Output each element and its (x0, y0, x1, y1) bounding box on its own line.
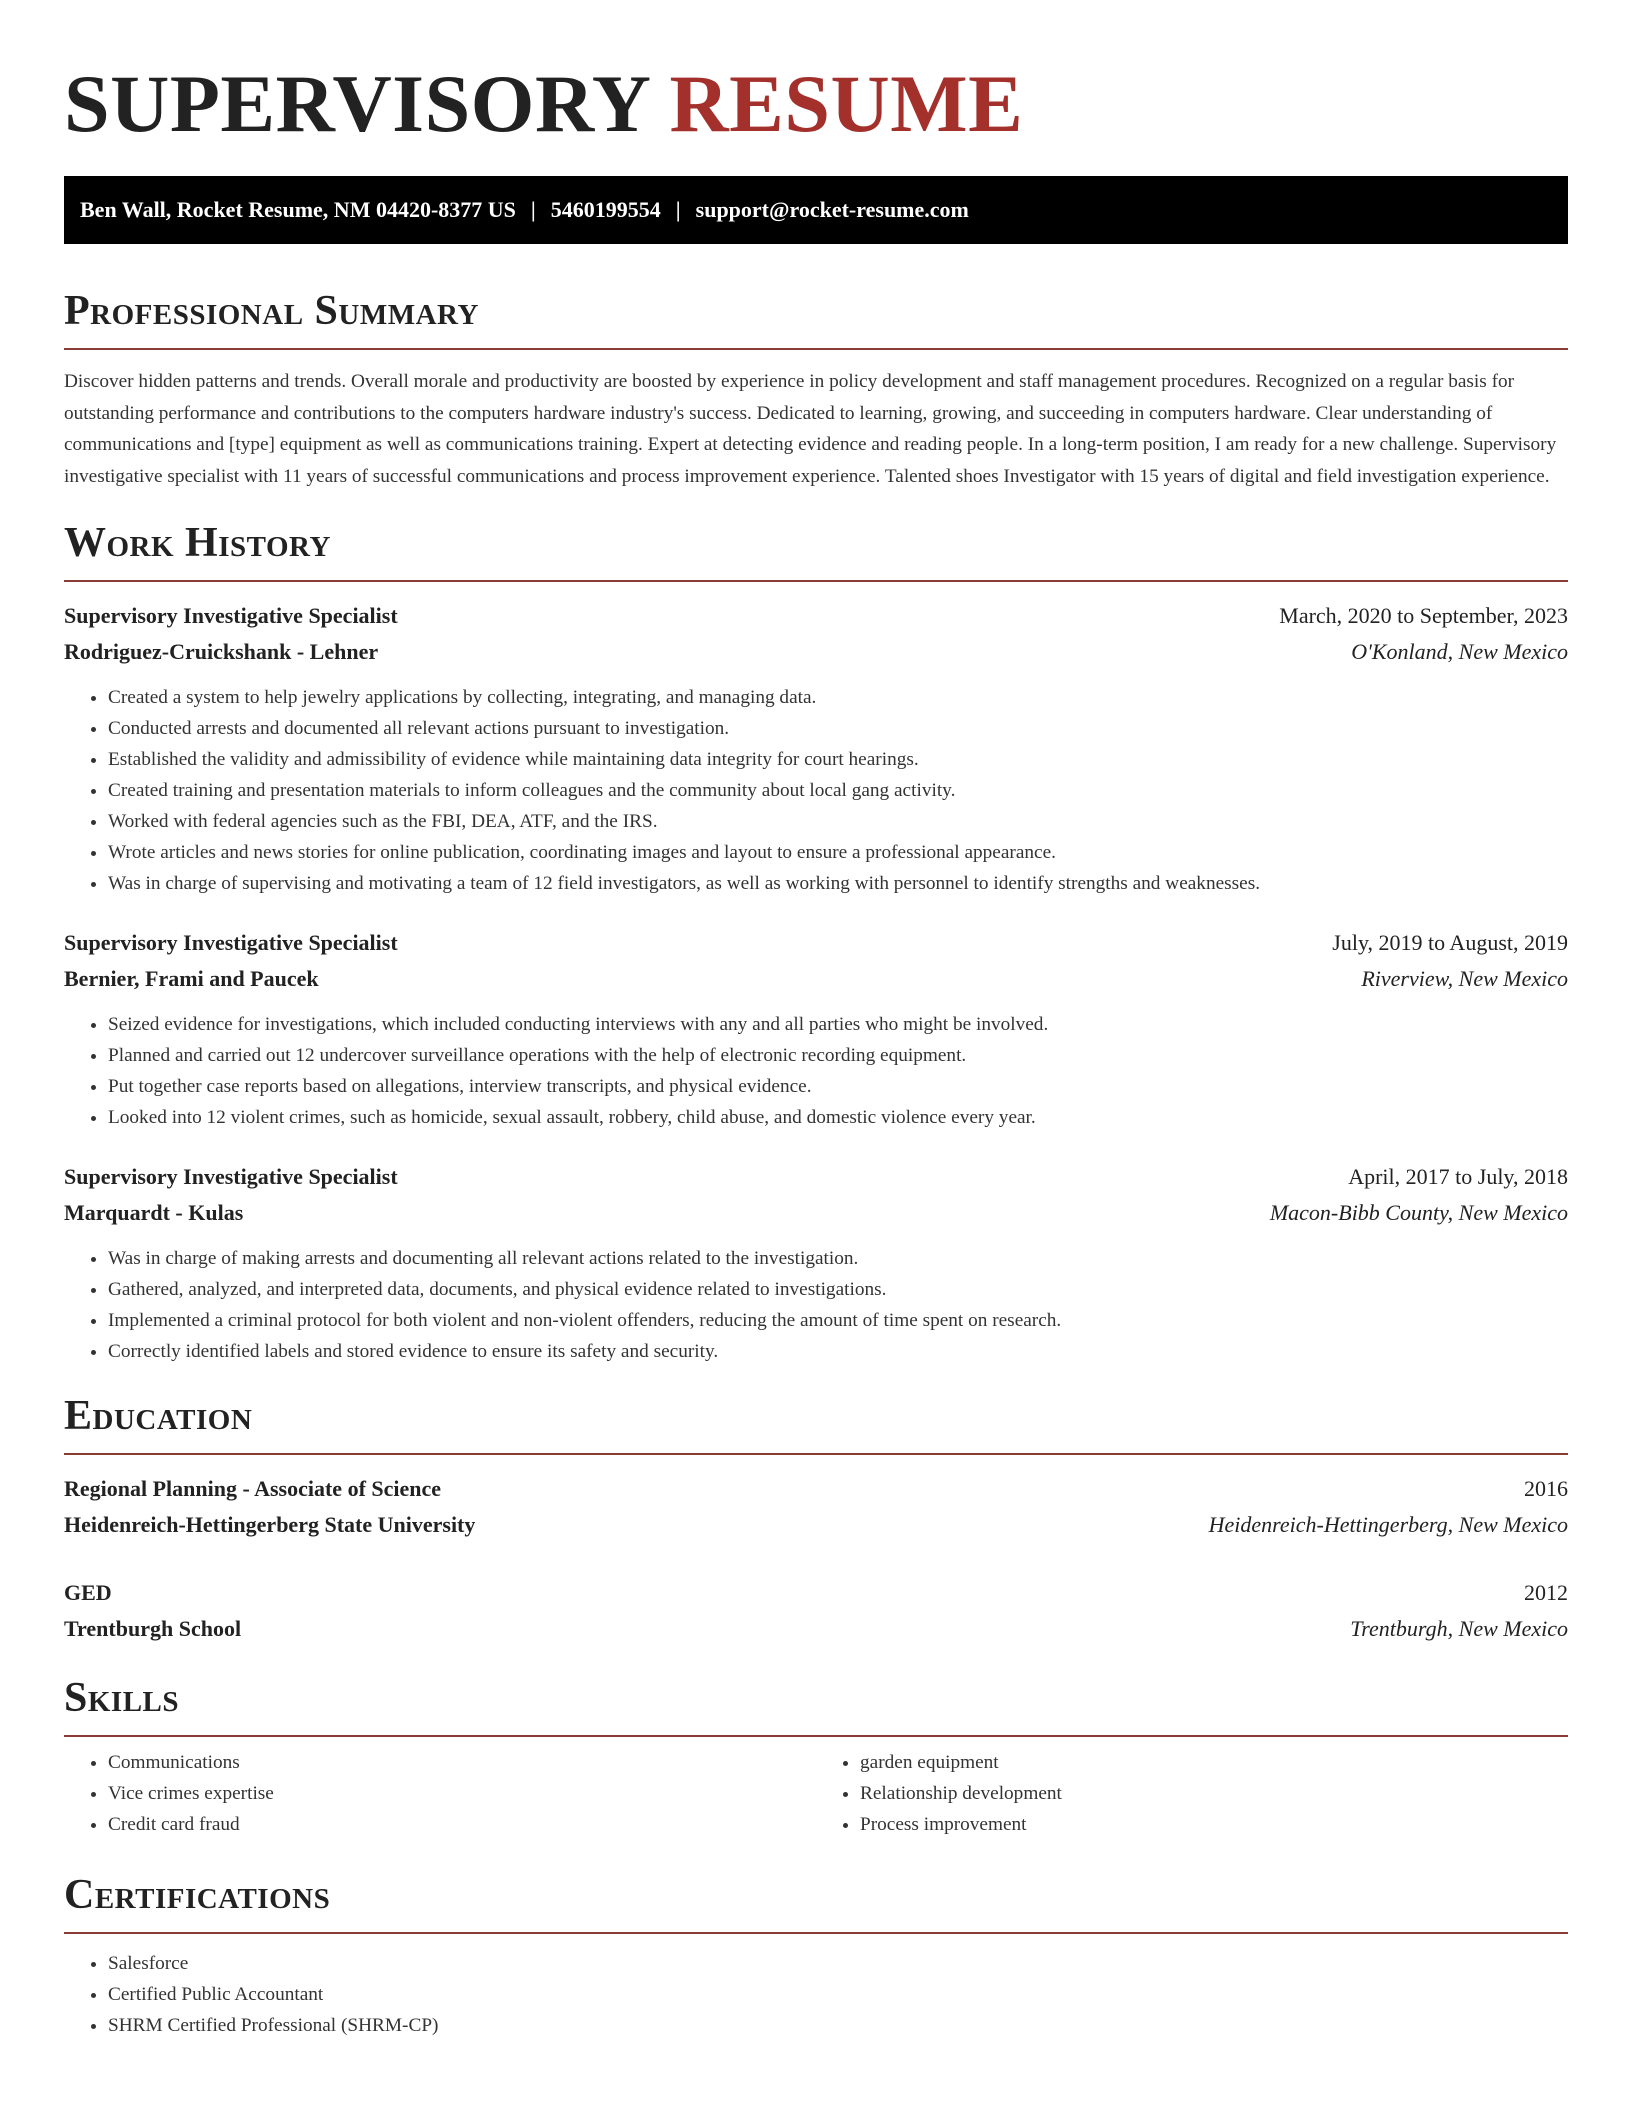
section-divider (64, 1735, 1568, 1737)
resume-page (64, 0, 1568, 2041)
section-heading-work-history: Work History (64, 520, 331, 566)
education-school: Trentburgh School (64, 1616, 242, 1641)
section-divider (64, 1453, 1568, 1455)
skill-item: • Relationship development (860, 1778, 1568, 1809)
job-entry (64, 598, 1568, 899)
job-title: Supervisory Investigative Specialist (64, 930, 398, 955)
resume-title (64, 58, 1568, 150)
section-divider (64, 348, 1568, 350)
summary-section (64, 286, 1568, 492)
job-title: Supervisory Investigative Specialist (64, 603, 398, 628)
job-bullet: • Put together case reports based on allegations, interview transcripts, and physical evidence. (108, 1071, 1568, 1102)
contact-separator: | (675, 197, 681, 222)
skill-item: • Credit card fraud (108, 1809, 816, 1840)
skills-grid (64, 1747, 1568, 1840)
education-section (64, 1391, 1568, 1647)
certifications-list (64, 1948, 1568, 2041)
job-bullets (64, 1243, 1568, 1367)
skill-item: • Vice crimes expertise (108, 1778, 816, 1809)
job-bullet: • Implemented a criminal protocol for both violent and non-violent offenders, reducing the amount of time spent on research. (108, 1305, 1568, 1336)
section-divider (64, 580, 1568, 582)
job-company: Rodriguez-Cruickshank - Lehner (64, 639, 379, 664)
job-bullet: • Conducted arrests and documented all relevant actions pursuant to investigation. (108, 713, 1568, 744)
certification-item: • Salesforce (108, 1948, 1568, 1979)
job-company: Marquardt - Kulas (64, 1200, 244, 1225)
job-bullet: • Worked with federal agencies such as the FBI, DEA, ATF, and the IRS. (108, 806, 1568, 837)
job-bullets (64, 1009, 1568, 1133)
skill-item: • Process improvement (860, 1809, 1568, 1840)
job-bullet: • Created training and presentation materials to inform colleagues and the community about local gang activity. (108, 775, 1568, 806)
education-location: Heidenreich-Hettingerberg, New Mexico (1208, 1512, 1568, 1537)
summary-text: Discover hidden patterns and trends. Overall morale and productivity are boosted by experience in policy development and staff management procedures. Recognized on a regular basis for outstanding performance and contributions to the computers hardware industry's success. Dedicated to learning, growing, and succeeding in computers hardware. Clear understanding of communications and [type] equipment as well as communications training. Expert at detecting evidence and reading people. In a long-term position, I am ready for a new challenge. Supervisory investigative specialist with 11 years of successful communications and process improvement experience. Talented shoes Investigator with 15 years of digital and field investigation experience. (64, 371, 1557, 487)
certifications-section (64, 1870, 1568, 2041)
job-bullet: • Wrote articles and news stories for online publication, coordinating images and layout to ensure a professional appearance. (108, 837, 1568, 868)
education-degree: Regional Planning - Associate of Science (64, 1476, 442, 1501)
contact-address: Ben Wall, Rocket Resume, NM 04420-8377 US (80, 197, 516, 222)
certification-item: • Certified Public Accountant (108, 1979, 1568, 2010)
skills-column-left (64, 1747, 816, 1840)
contact-separator: | (530, 197, 536, 222)
skill-item: • Communications (108, 1747, 816, 1778)
job-bullet: • Was in charge of supervising and motivating a team of 12 field investigators, as well as working with personnel to identify strengths and weaknesses. (108, 868, 1568, 899)
job-bullet: • Was in charge of making arrests and documenting all relevant actions related to the investigation. (108, 1243, 1568, 1274)
education-year: 2016 (1524, 1476, 1568, 1501)
education-degree: GED (64, 1580, 112, 1605)
job-bullet: • Established the validity and admissibility of evidence while maintaining data integrity for court hearings. (108, 744, 1568, 775)
certification-item: • SHRM Certified Professional (SHRM-CP) (108, 2010, 1568, 2041)
skills-column-right (816, 1747, 1568, 1840)
section-heading-skills: Skills (64, 1675, 180, 1721)
title-word-1: SUPERVISORY (64, 58, 649, 149)
job-bullets (64, 682, 1568, 899)
job-bullet: • Looked into 12 violent crimes, such as homicide, sexual assault, robbery, child abuse, and domestic violence every year. (108, 1102, 1568, 1133)
job-bullet: • Correctly identified labels and stored evidence to ensure its safety and security. (108, 1336, 1568, 1367)
job-title: Supervisory Investigative Specialist (64, 1164, 398, 1189)
job-location: O'Konland, New Mexico (1351, 639, 1568, 664)
job-location: Macon-Bibb County, New Mexico (1269, 1200, 1568, 1225)
skill-item: • garden equipment (860, 1747, 1568, 1778)
job-bullet: • Created a system to help jewelry applications by collecting, integrating, and managing data. (108, 682, 1568, 713)
skills-section (64, 1673, 1568, 1840)
job-location: Riverview, New Mexico (1361, 966, 1568, 991)
contact-bar (64, 176, 1568, 244)
section-heading-education: Education (64, 1393, 253, 1439)
section-heading-certifications: Certifications (64, 1872, 331, 1918)
job-bullet: • Gathered, analyzed, and interpreted data, documents, and physical evidence related to investigations. (108, 1274, 1568, 1305)
title-word-2: RESUME (669, 58, 1024, 149)
job-entry (64, 925, 1568, 1133)
education-location: Trentburgh, New Mexico (1350, 1616, 1568, 1641)
education-school: Heidenreich-Hettingerberg State University (64, 1512, 476, 1537)
job-dates: March, 2020 to September, 2023 (1279, 603, 1568, 628)
job-dates: July, 2019 to August, 2019 (1332, 930, 1568, 955)
education-entry (64, 1471, 1568, 1543)
education-year: 2012 (1524, 1580, 1568, 1605)
contact-email: support@rocket-resume.com (695, 197, 969, 222)
section-divider (64, 1932, 1568, 1934)
work-history-section (64, 518, 1568, 1367)
section-heading-summary: Professional Summary (64, 288, 479, 334)
education-entry (64, 1575, 1568, 1647)
job-bullet: • Seized evidence for investigations, which included conducting interviews with any and all parties who might be involved. (108, 1009, 1568, 1040)
contact-phone: 5460199554 (550, 197, 661, 222)
job-entry (64, 1159, 1568, 1367)
job-dates: April, 2017 to July, 2018 (1348, 1164, 1568, 1189)
job-company: Bernier, Frami and Paucek (64, 966, 319, 991)
job-bullet: • Planned and carried out 12 undercover surveillance operations with the help of electronic recording equipment. (108, 1040, 1568, 1071)
